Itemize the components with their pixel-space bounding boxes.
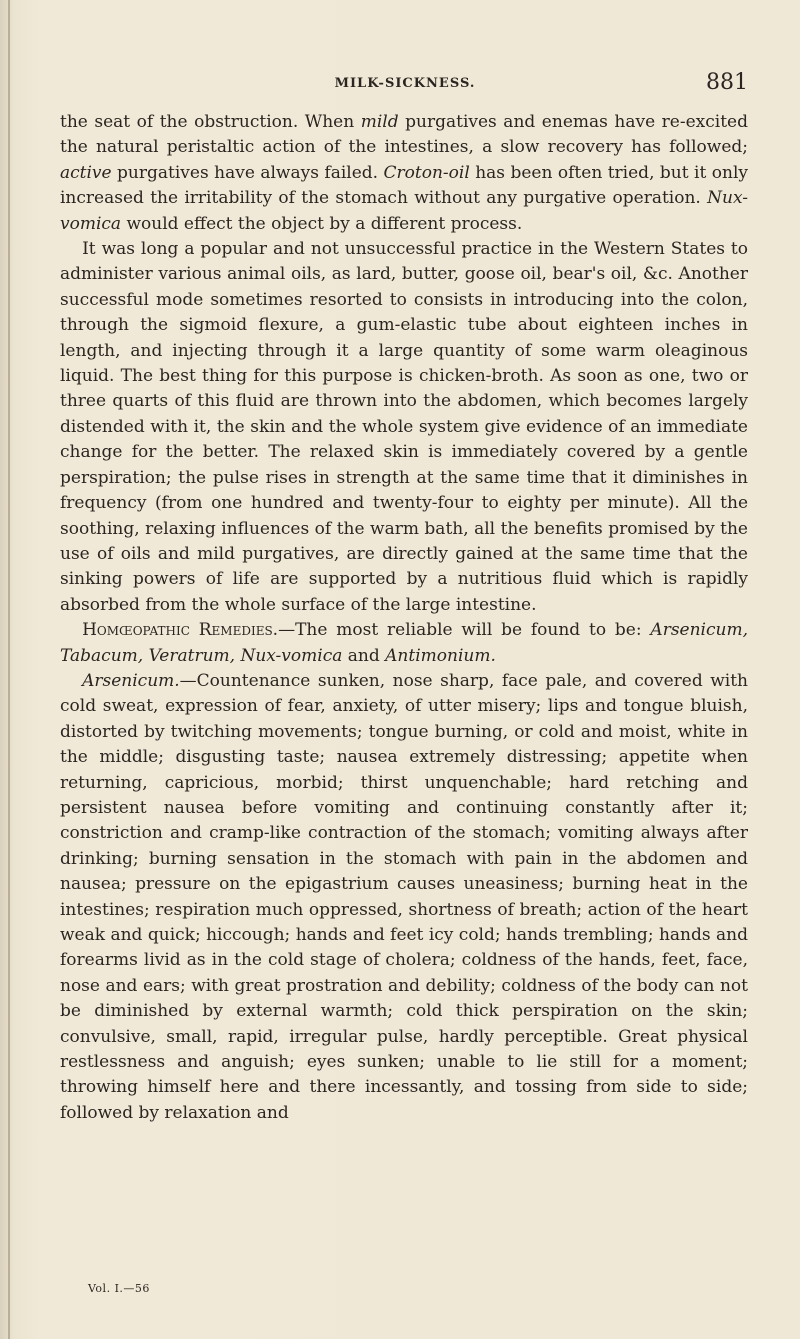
text-run: would effect the object by a different process. xyxy=(121,213,523,234)
page-number: 881 xyxy=(706,70,748,95)
italic-term: Croton-oil xyxy=(383,162,470,183)
paragraph-arsenicum xyxy=(60,669,748,1126)
text-run: and xyxy=(342,645,386,666)
paragraph-animal-oils: It was long a popular and not unsuccessful practice in the Western States to administer various animal oils, as lard, butter, goose oil, bear's oil, &c. Another successful mode sometimes resorted to consists in introducing into the colon, through the sigmoid flexure, a gum-elastic tube about eighteen inches in length, and injecting through it a large quantity of some warm oleaginous liquid. The best thing for this purpose is chicken-broth. As soon as one, two or three quarts of this fluid are thrown into the abdomen, which becomes largely distended with it, the skin and the whole system give evidence of an immediate change for the better. The relaxed skin is immediately covered by a gentle perspiration; the pulse rises in strength at the same time that it diminishes in frequency (from one hundred and twenty-four to eighty per minute). All the soothing, relaxing influences of the warm bath, all the benefits promised by the use of oils and mild purgatives, are directly gained at the same time that the sinking powers of life are supported by a nutritious fluid which is rapidly absorbed from the whole surface of the large intestine. xyxy=(60,239,748,615)
signature-mark: Vol. I.—56 xyxy=(88,1282,150,1295)
paragraph-homoeopathic-remedies xyxy=(60,618,748,669)
italic-term: mild xyxy=(360,112,399,132)
italic-term: Nux-vomica xyxy=(60,188,748,234)
text-run: —Countenance sunken, nose sharp, face pale, and covered with cold sweat, expression of fear, anxiety, of utter misery; lips and tongue bluish, distorted by twitching movements; tongue burning, or cold and moist, white in the middle; disgusting taste; nausea extremely distressing; appetite when returning, capricious, morbid; thirst unquenchable; hard retching and persistent nausea before vomiting and continuing constantly after it; constriction and cramp-like contraction of the stomach; vomiting always after drinking; burning sensation in the stomach with pain in the abdomen and nausea; pressure on the epigastrium causes uneasiness; burning heat in the intestines; respiration much oppressed, shortness of breath; action of the heart weak and quick; hiccough; hands and feet icy cold; hands trembling; hands and forearms livid as in the cold stage of cholera; coldness of the hands, feet, face, nose and ears; with great prostration and debility; coldness of the body can not be diminished by external warmth; cold thick perspiration on the skin; convulsive, small, rapid, irregular pulse, hardly perceptible. Great physical restlessness and anguish; eyes sunken; unable to lie still for a moment; throwing himself here and there incessantly, and tossing from side to side; followed by relaxation and xyxy=(60,670,748,1123)
text-run: purgatives have always failed. xyxy=(111,162,384,183)
page-header xyxy=(60,70,750,104)
text-run: —The most reliable will be found to be: xyxy=(278,620,651,641)
italic-remedy: Antimonium. xyxy=(385,645,496,666)
text-run: purgatives and enemas have re-excited the natural peristaltic action of the intestines, a slow recovery has followed; xyxy=(60,112,748,158)
remedy-heading: Arsenicum. xyxy=(82,670,180,691)
text-run: the seat of the obstruction. When xyxy=(60,112,361,132)
section-heading: Homœopathic Remedies. xyxy=(82,620,279,641)
text-run: has been often tried, but it only increased the irritability of the stomach without any purgative operation. xyxy=(60,162,749,209)
italic-term: active xyxy=(60,162,112,183)
running-head: MILK-SICKNESS. xyxy=(334,76,476,91)
italic-remedy-list: Arsenicum, Tabacum, Veratrum, Nux-vomica xyxy=(60,620,748,666)
paragraph-obstruction xyxy=(60,110,748,237)
page-spine-shadow xyxy=(8,0,10,1339)
body-text xyxy=(60,110,748,1126)
